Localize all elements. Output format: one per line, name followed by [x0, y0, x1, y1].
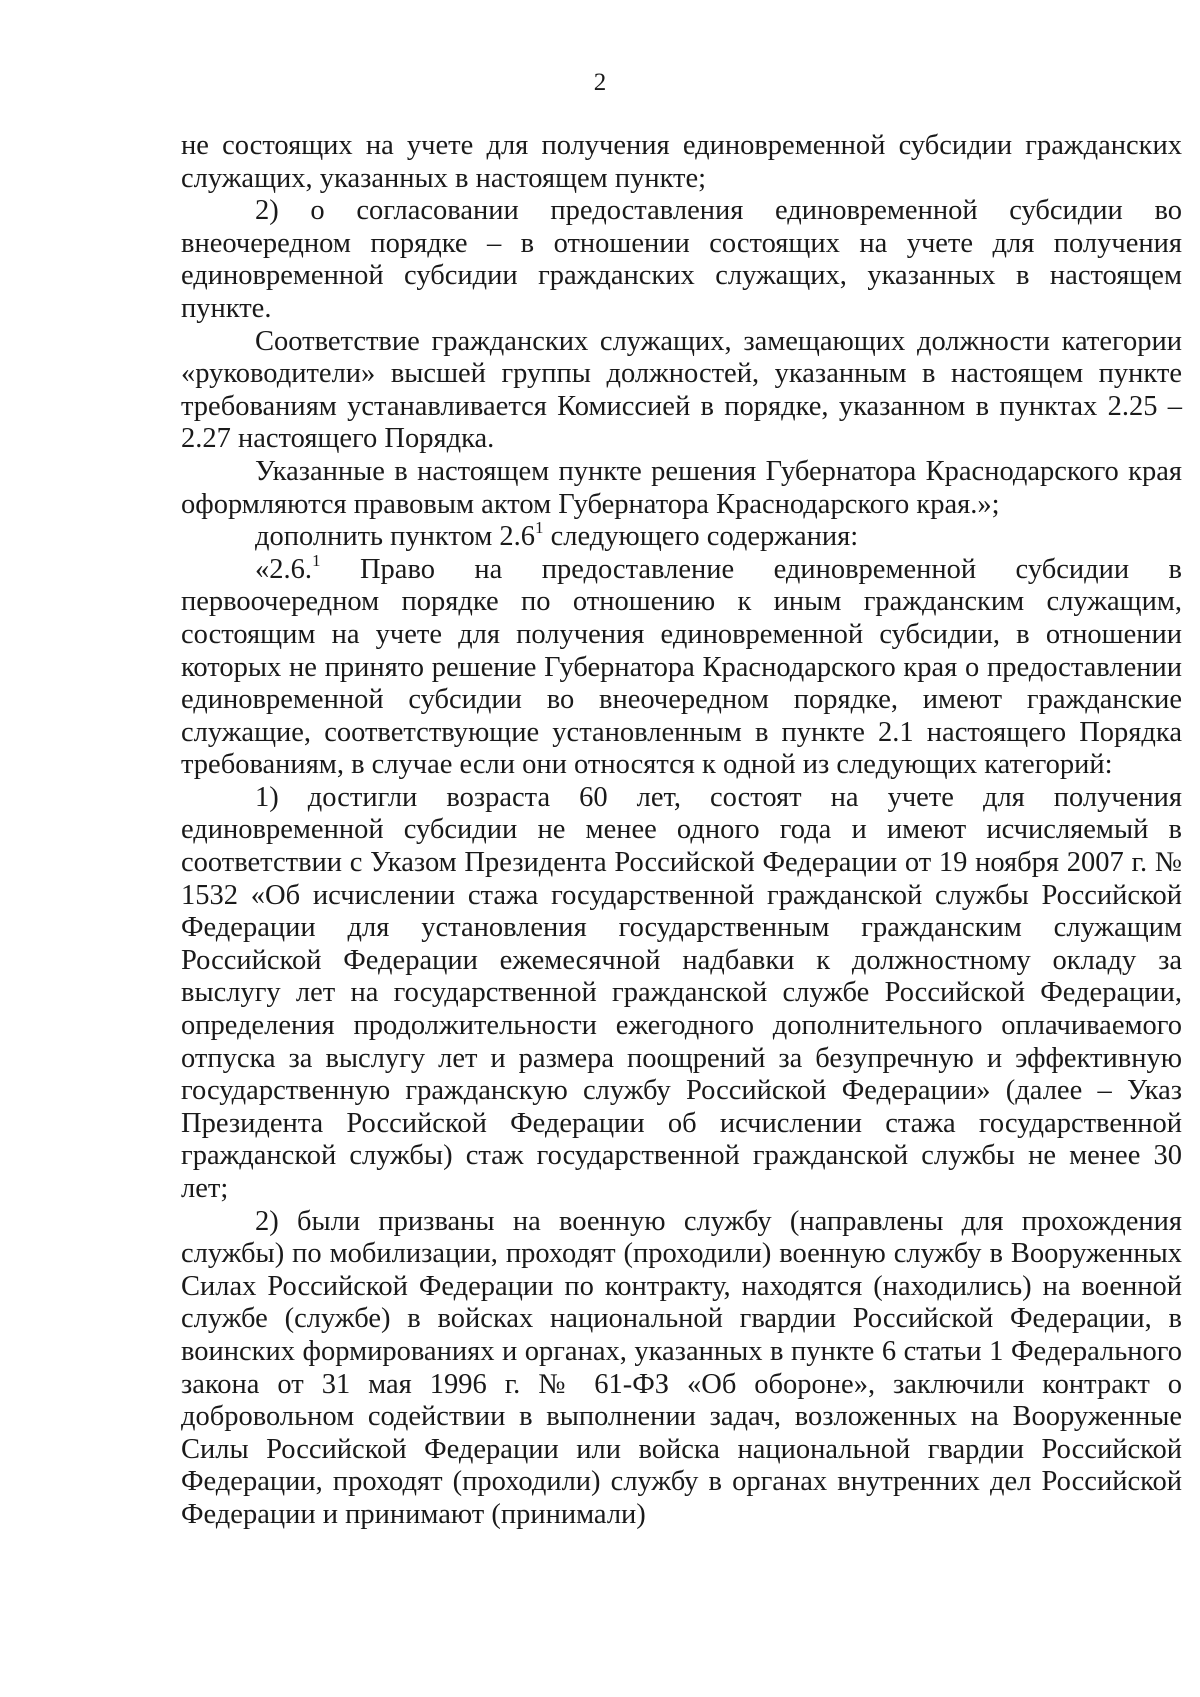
paragraph-category-2: 2) были призваны на военную службу (направлены для прохождения службы) по мобилизации, проходят (проходили) военную службу в Вооруженных Силах Российской Федерации по контракту, находятся (находились) на военной службе (службе) в войсках национальной гвардии Российской Федерации, в воинских формированиях и органах, указанных в пункте 6 статьи 1 Федерального закона от 31 мая 1996 г. № 61-ФЗ «Об обороне», заключили контракт о добровольном содействии в выполнении задач, возложенных на Вооруженные Силы Российской Федерации или войска национальной гвардии Российской Федерации, проходят (проходили) службу в органах внутренних дел Российской Федерации и принимают (принимали)	[181, 1205, 1182, 1530]
page-number: 2	[593, 69, 607, 96]
paragraph-continuation: не состоящих на учете для получения единовременной субсидии гражданских служащих, указанных в настоящем пункте;	[181, 130, 1182, 194]
paragraph-point-2-6-1	[181, 550, 1182, 782]
add-point-text-before: дополнить пунктом 2.6	[255, 521, 535, 553]
add-point-superscript: 1	[534, 518, 544, 538]
point-2-6-1-number: «2.6.	[255, 553, 312, 585]
paragraph-add-point	[181, 518, 1182, 554]
paragraph-category-1: 1) достигли возраста 60 лет, состоят на учете для получения единовременной субсидии не менее одного года и имеют исчисляемый в соответствии с Указом Президента Российской Федерации от 19 ноября 2007 г. № 1532 «Об исчислении стажа государственной гражданской службы Российской Федерации для установления государственным гражданским служащим Российской Федерации ежемесячной надбавки к должностному окладу за выслугу лет на государственной гражданской службе Российской Федерации, определения продолжительности ежегодного дополнительного оплачиваемого отпуска за выслугу лет и размера поощрений за безупречную и эффективную государственную гражданскую службу Российской Федерации» (далее – Указ Президента Российской Федерации об исчислении стажа государственной гражданской службы) стаж государственной гражданской службы не менее 30 лет;	[181, 781, 1182, 1204]
paragraph-governor-decisions: Указанные в настоящем пункте решения Губернатора Краснодарского края оформляются правовым актом Губернатора Краснодарского края.»;	[181, 455, 1182, 520]
paragraph-compliance: Соответствие гражданских служащих, замещающих должности категории «руководители» высшей группы должностей, указанным в настоящем пункте требованиям устанавливается Комиссией в порядке, указанном в пунктах 2.25 – 2.27 настоящего Порядка.	[181, 325, 1182, 455]
add-point-text-after: следующего содержания:	[543, 521, 859, 553]
document-body	[181, 130, 1182, 1532]
paragraph-item-2-agreement: 2) о согласовании предоставления единовременной субсидии во внеочередном порядке – в отношении состоящих на учете для получения единовременной субсидии гражданских служащих, указанных в настоящем пункте.	[181, 195, 1182, 324]
point-2-6-1-text: Право на предоставление единовременной субсидии в первоочередном порядке по отношению к иным гражданским служащим, состоящим на учете для получения единовременной субсидии, в отношении которых не принято решение Губернатора Краснодарского края о предоставлении единовременной субсидии во внеочередном порядке, имеют гражданские служащие, соответствующие установленным в пункте 2.1 настоящего Порядка требованиям, в случае если они относятся к одной из следующих категорий:	[181, 553, 1182, 781]
point-2-6-1-superscript: 1	[312, 550, 321, 570]
